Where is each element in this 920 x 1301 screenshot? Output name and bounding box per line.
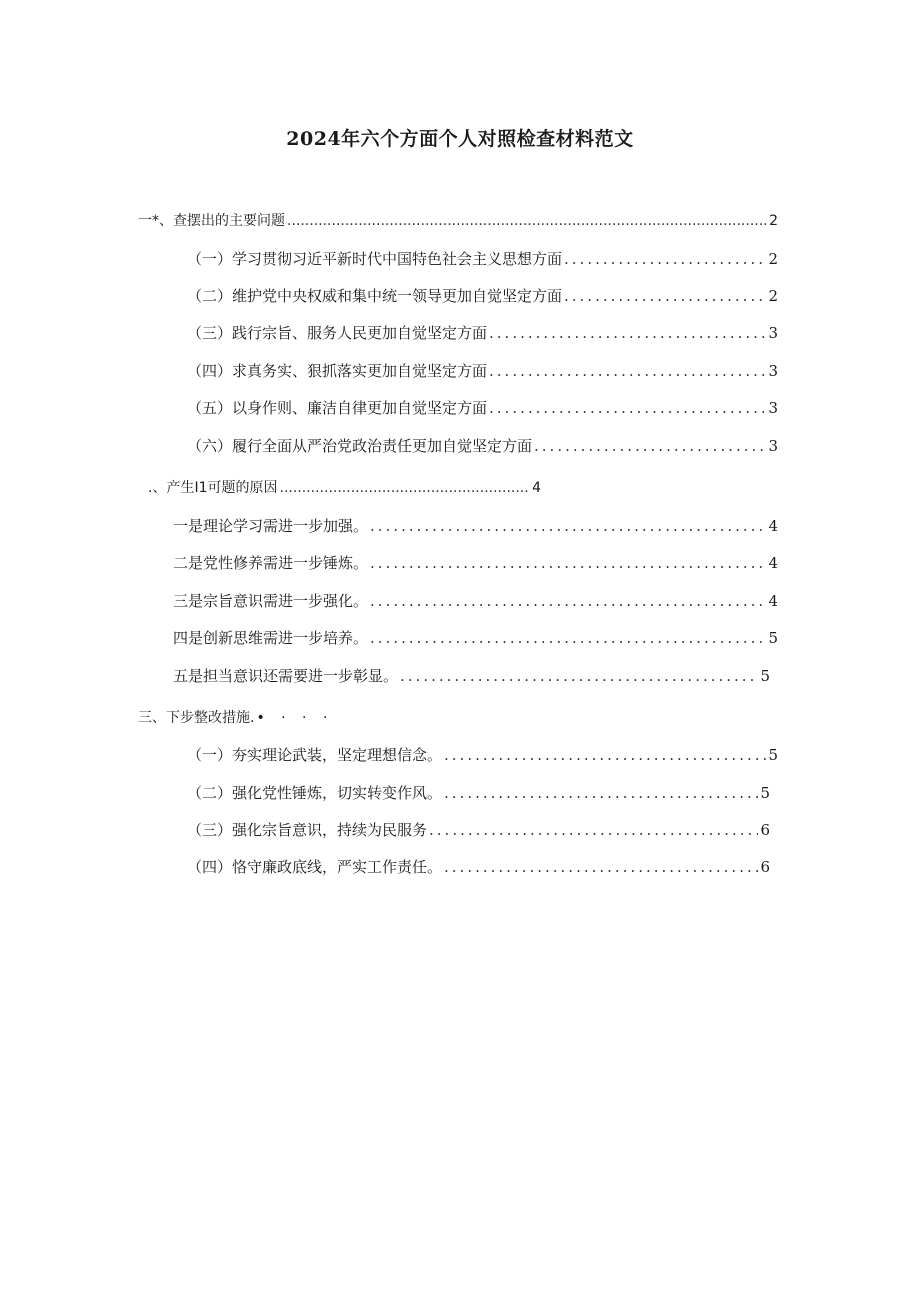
toc-leader-dots — [400, 666, 758, 686]
toc-item-page: 5 — [768, 629, 778, 647]
toc-item-page: 3 — [768, 324, 778, 342]
toc-leader-dots — [287, 211, 767, 231]
toc-section-3-trailing-dots: • · · · — [256, 710, 334, 726]
toc-item-page: 5 — [760, 667, 770, 685]
toc-leader-dots — [444, 745, 766, 765]
toc-section-2-page: 4 — [532, 480, 541, 496]
toc-leader-dots — [444, 783, 758, 803]
toc-item-1-1[interactable] — [187, 249, 778, 269]
toc-item-label: （四）恪守廉政底线，严实工作责任。 — [187, 858, 443, 876]
toc-item-label: （四）求真务实、狠抓落实更加自觉坚定方面 — [187, 362, 488, 380]
toc-item-page: 6 — [760, 821, 770, 839]
toc-leader-dots — [370, 516, 766, 536]
toc-section-1[interactable] — [138, 211, 778, 231]
toc-leader-dots — [370, 591, 766, 611]
toc-item-page: 2 — [768, 250, 778, 268]
toc-item-page: 2 — [768, 287, 778, 305]
toc-leader-dots — [444, 857, 758, 877]
toc-item-1-5[interactable] — [187, 398, 778, 418]
toc-item-label: （三）践行宗旨、服务人民更加自觉坚定方面 — [187, 324, 488, 342]
toc-leader-dots — [489, 398, 766, 418]
toc-section-2-label: .、产生I1可题的原因 — [148, 480, 278, 496]
toc-section-3[interactable] — [138, 708, 438, 728]
toc-item-3-3[interactable] — [187, 820, 770, 840]
toc-item-label: （六）履行全面从严治党政治责任更加自觉坚定方面 — [187, 437, 533, 455]
toc-item-2-4[interactable] — [173, 628, 778, 648]
toc-item-2-2[interactable] — [173, 553, 778, 573]
toc-section-2[interactable] — [148, 478, 541, 498]
toc-item-1-6[interactable] — [187, 436, 778, 456]
toc-item-page: 5 — [768, 746, 778, 764]
toc-item-page: 5 — [760, 784, 770, 802]
toc-item-page: 4 — [768, 592, 778, 610]
toc-item-1-4[interactable] — [187, 361, 778, 381]
toc-item-label: 五是担当意识还需要进一步彰显。 — [173, 667, 399, 685]
toc-item-page: 4 — [768, 517, 778, 535]
toc-leader-dots — [489, 323, 766, 343]
toc-item-page: 3 — [768, 437, 778, 455]
toc-item-label: （五）以身作则、廉洁自律更加自觉坚定方面 — [187, 399, 488, 417]
toc-leader-dots — [370, 628, 766, 648]
toc-section-3-label: 三、下步整改措施. — [138, 710, 255, 726]
toc-item-label: （一）夯实理论武装，坚定理想信念。 — [187, 746, 443, 764]
toc-item-3-4[interactable] — [187, 857, 770, 877]
toc-leader-dots — [564, 286, 766, 306]
toc-leader-dots — [370, 553, 766, 573]
toc-item-label: （二）强化党性锤炼，切实转变作风。 — [187, 784, 443, 802]
toc-item-2-5[interactable] — [173, 666, 770, 686]
toc-item-page: 6 — [760, 858, 770, 876]
toc-item-page: 4 — [768, 554, 778, 572]
toc-section-1-label: 一*、查摆出的主要问题 — [138, 213, 285, 229]
toc-item-3-1[interactable] — [187, 745, 778, 765]
toc-item-3-2[interactable] — [187, 783, 770, 803]
toc-item-label: 三是宗旨意识需进一步强化。 — [173, 592, 369, 610]
toc-item-2-3[interactable] — [173, 591, 778, 611]
toc-leader-dots — [280, 478, 531, 498]
toc-item-label: 二是党性修养需进一步锤炼。 — [173, 554, 369, 572]
toc-item-label: （一）学习贯彻习近平新时代中国特色社会主义思想方面 — [187, 250, 563, 268]
toc-leader-dots — [534, 436, 766, 456]
toc-item-label: 四是创新思维需进一步培养。 — [173, 629, 369, 647]
toc-section-1-page: 2 — [769, 213, 778, 229]
toc-item-1-2[interactable] — [187, 286, 778, 306]
toc-item-page: 3 — [768, 362, 778, 380]
toc-item-2-1[interactable] — [173, 516, 778, 536]
document-title: 2024年六个方面个人对照检查材料范文 — [286, 128, 634, 150]
toc-leader-dots — [429, 820, 758, 840]
toc-leader-dots — [564, 249, 766, 269]
toc-leader-dots — [489, 361, 766, 381]
toc-item-1-3[interactable] — [187, 323, 778, 343]
toc-item-label: 一是理论学习需进一步加强。 — [173, 517, 369, 535]
toc-item-label: （三）强化宗旨意识，持续为民服务 — [187, 821, 428, 839]
toc-item-page: 3 — [768, 399, 778, 417]
toc-item-label: （二）维护党中央权威和集中统一领导更加自觉坚定方面 — [187, 287, 563, 305]
